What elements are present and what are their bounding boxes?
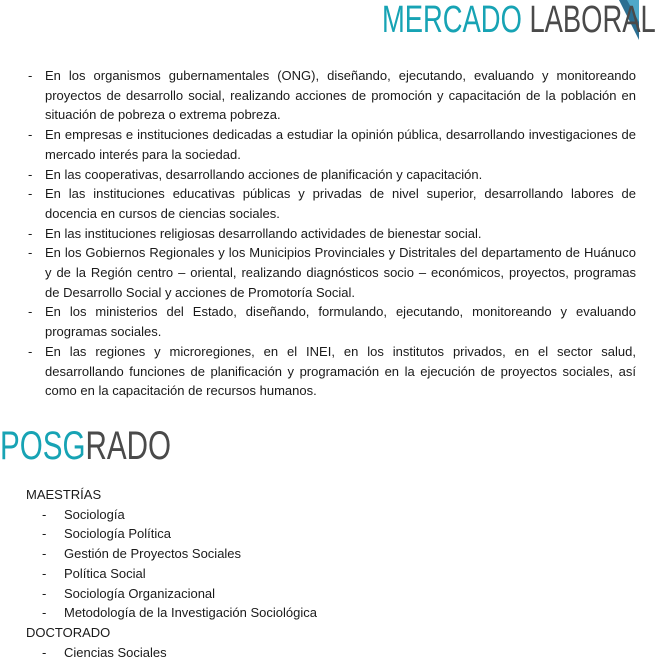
posgrado-heading [0,424,171,468]
list-item-text: En las cooperativas, desarrollando acciones de planificación y capacitación. [45,166,483,182]
list-item-text: Ciencias Sociales [64,644,167,660]
list-item [28,302,636,341]
heading-dark-part: LABORAL [529,0,656,41]
list-item [28,66,636,125]
list-item [26,584,626,604]
bullet-dash: - [28,304,33,320]
maestrias-label: MAESTRÍAS [26,487,102,502]
bullet-dash: - [42,585,47,601]
list-item [26,524,626,544]
list-item-text: Gestión de Proyectos Sociales [64,546,242,562]
bullet-dash: - [28,245,33,261]
list-item-text: En los ministerios del Estado, diseñando, formulando, ejecutando, monitoreando y evaluando programas sociales. [45,304,636,340]
heading-dark-part: RADO [85,424,172,468]
list-item-text: En las instituciones educativas públicas y privadas de nivel superior, desarrollando labores de docencia en cursos de ciencias sociales. [45,186,636,221]
list-item [28,224,636,244]
bullet-dash: - [28,166,33,182]
bullet-dash: - [42,526,47,542]
list-item-text: En las regiones y microregiones, en el INEI, en los institutos privados, en el sector salud, desarrollando funciones de planificación y programación en la ejecución de proyectos sociales, así como en la capacitación de recursos humanos. [45,343,636,399]
list-item [28,125,636,164]
heading-accent-part: POSG [0,424,86,468]
list-item [26,643,626,662]
list-item-text: En los Gobiernos Regionales y los Municipios Provinciales y Distritales del departamento de Huánuco y de la Región centro – oriental, realizando diagnósticos socio – económicos, proyectos, programas de Desarrollo Social y acciones de Promotoría Social. [45,245,636,300]
bullet-dash: - [42,605,47,621]
list-item-text: Sociología Política [64,526,171,542]
list-item-text: Metodología de la Investigación Sociológica [64,605,317,621]
list-item [26,564,626,584]
posgrado-list [26,485,626,662]
mercado-laboral-heading [382,0,656,40]
list-item [26,603,626,623]
heading-accent-part: MERCADO [382,0,522,41]
list-item [28,342,636,401]
bullet-dash: - [28,343,33,359]
list-item [26,505,626,525]
list-item-text: Política Social [64,565,146,581]
bullet-dash: - [42,644,47,660]
list-item [28,243,636,302]
bullet-dash: - [28,225,33,241]
list-item-text: Sociología [64,506,125,522]
list-item-text: En los organismos gubernamentales (ONG), diseñando, ejecutando, evaluando y monitoreando proyectos de desarrollo social, realizando acciones de promoción y capacitación de la población en situación de pobreza o extrema pobreza. [45,68,636,123]
maestrias-list [26,505,626,623]
bullet-dash: - [42,546,47,562]
bullet-dash: - [28,186,33,202]
bullet-dash: - [42,565,47,581]
list-item-text: En las instituciones religiosas desarrollando actividades de bienestar social. [45,225,482,241]
mercado-laboral-list [28,66,636,401]
bullet-dash: - [28,127,33,143]
bullet-dash: - [28,68,33,83]
list-item [26,544,626,564]
list-item [28,165,636,185]
list-item-text: En empresas e instituciones dedicadas a estudiar la opinión pública, desarrollando investigaciones de mercado interés para la sociedad. [45,127,636,162]
bullet-dash: - [42,506,47,522]
doctorado-label: DOCTORADO [26,624,111,640]
list-item [28,184,636,223]
list-item-text: Sociología Organizacional [64,585,216,601]
doctorado-list [26,643,626,662]
